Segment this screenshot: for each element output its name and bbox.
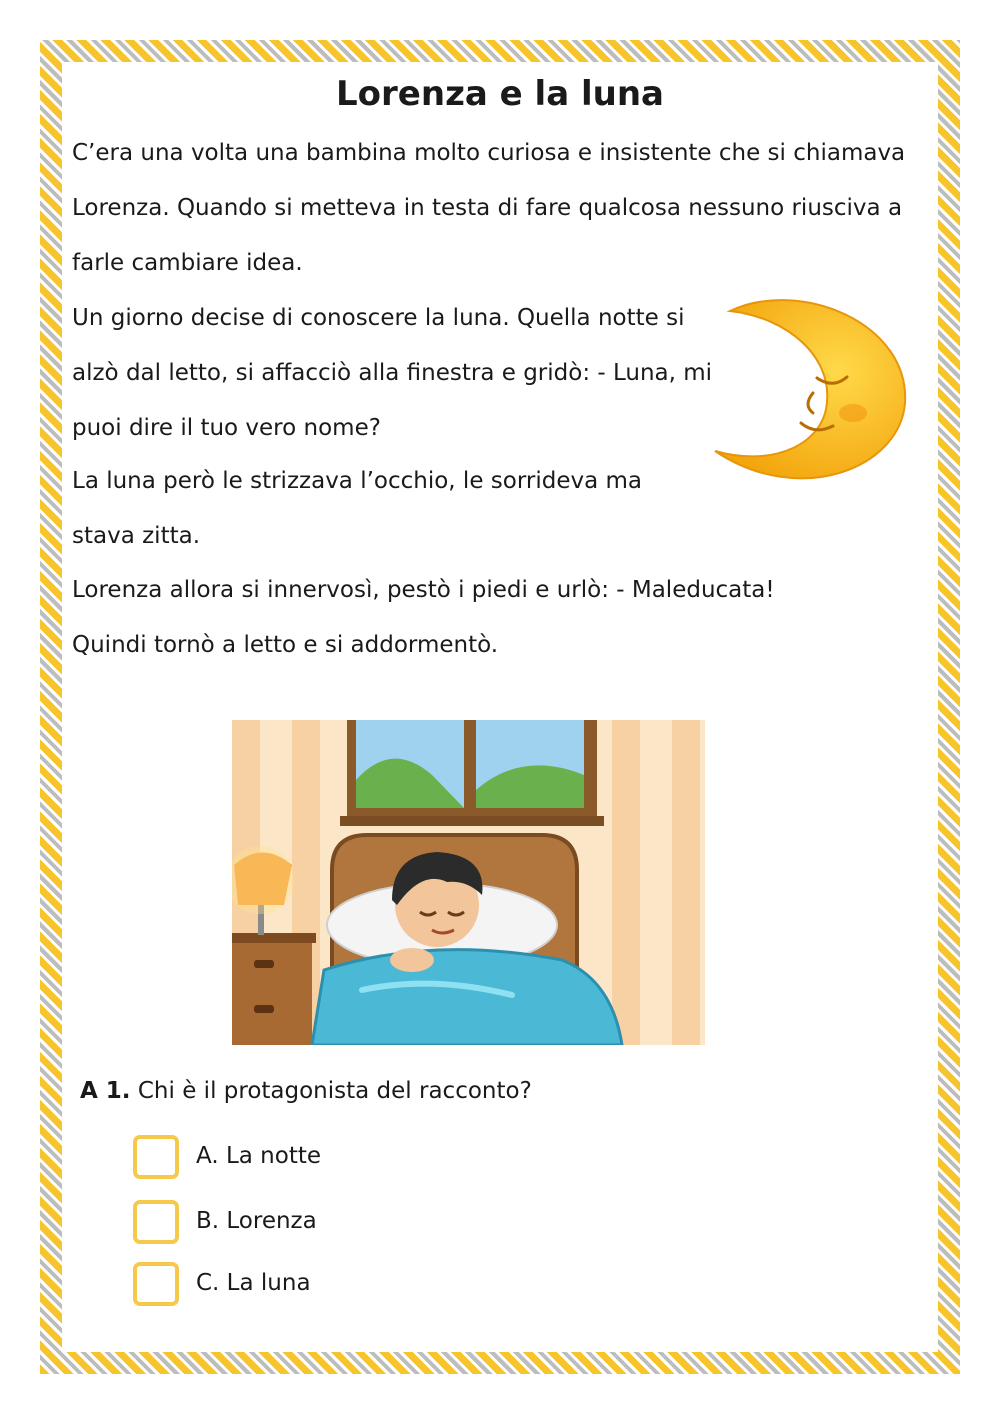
moon-icon (705, 283, 910, 498)
answer-checkbox-c[interactable] (133, 1262, 179, 1306)
answer-checkbox-b[interactable] (133, 1200, 179, 1244)
story-line: Un giorno decise di conoscere la luna. Quella notte si (72, 305, 685, 331)
answer-label-c: C. La luna (196, 1270, 311, 1296)
answer-label-a: A. La notte (196, 1143, 322, 1169)
story-line: stava zitta. (72, 523, 201, 549)
story-line: Lorenza allora si innervosì, pestò i piedi e urlò: - Maleducata! (72, 577, 775, 603)
story-line: farle cambiare idea. (72, 250, 303, 276)
answer-checkbox-a[interactable] (133, 1135, 179, 1179)
story-line: Lorenza. Quando si metteva in testa di fare qualcosa nessuno riusciva a (72, 195, 903, 221)
question-number: A 1. (80, 1078, 131, 1104)
story-line: alzò dal letto, si affacciò alla finestra e gridò: - Luna, mi (72, 360, 713, 386)
question-text: Chi è il protagonista del racconto? (137, 1078, 532, 1104)
story-line: Quindi tornò a letto e si addormentò. (72, 632, 499, 658)
answer-label-b: B. Lorenza (196, 1208, 317, 1234)
story-line: puoi dire il tuo vero nome? (72, 415, 381, 441)
page-title: Lorenza e la luna (336, 74, 664, 114)
story-line: C’era una volta una bambina molto curiosa e insistente che si chiamava (72, 140, 906, 166)
question-1 (80, 1078, 532, 1104)
sleeping-child-illustration (232, 720, 705, 1045)
story-line: La luna però le strizzava l’occhio, le sorrideva ma (72, 468, 643, 494)
